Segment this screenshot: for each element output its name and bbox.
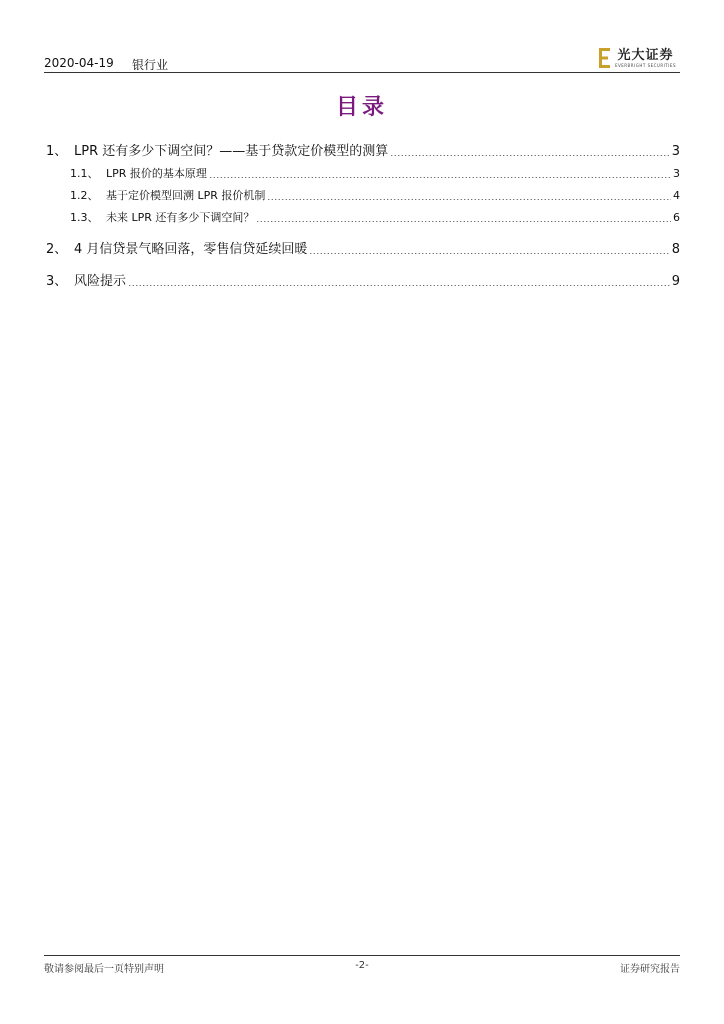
toc-entry-1-1[interactable] — [46, 165, 680, 181]
toc-label: 4 月信贷景气略回落，零售信贷延续回暖 — [74, 242, 308, 257]
logo-text-en: EVERBRIGHT SECURITIES — [614, 62, 676, 68]
toc-leader — [128, 285, 670, 286]
company-logo — [599, 46, 676, 70]
toc-number: 1.1、 — [70, 167, 99, 180]
page-header — [44, 44, 680, 72]
toc-page-number: 8 — [671, 242, 680, 257]
toc-number: 1、 — [46, 144, 68, 159]
toc-number: 3、 — [46, 274, 68, 289]
toc-page-number: 4 — [673, 189, 680, 202]
report-date: 2020-04-19 — [44, 56, 114, 70]
toc-leader — [256, 221, 671, 222]
page-number: -2- — [355, 960, 369, 971]
toc-page-number: 3 — [673, 167, 680, 180]
toc-entry-1[interactable] — [46, 140, 680, 159]
toc-leader — [267, 199, 671, 200]
toc-page-number: 9 — [671, 274, 680, 289]
industry-label: 银行业 — [132, 58, 169, 72]
toc-label: 未来 LPR 还有多少下调空间？ — [106, 211, 255, 224]
toc-page-number: 6 — [673, 211, 680, 224]
toc-entry-1-2[interactable] — [46, 187, 680, 203]
toc-entry-1-3[interactable] — [46, 209, 680, 225]
header-divider — [44, 72, 680, 73]
toc-label: 基于定价模型回溯 LPR 报价机制 — [106, 189, 266, 202]
everbright-logo-icon — [599, 48, 611, 68]
toc-page-number: 3 — [671, 144, 680, 159]
toc-entry-3[interactable] — [46, 270, 680, 289]
footer-divider — [44, 955, 680, 956]
page-title: 目录 — [335, 95, 388, 120]
report-type: 证券研究报告 — [620, 964, 680, 975]
disclaimer-note: 敬请参阅最后一页特别声明 — [44, 964, 164, 975]
toc-number: 1.2、 — [70, 189, 99, 202]
toc-label: LPR 还有多少下调空间？——基于贷款定价模型的测算 — [74, 144, 389, 159]
toc-label: LPR 报价的基本原理 — [106, 167, 207, 180]
toc-number: 2、 — [46, 242, 68, 257]
toc-leader — [209, 177, 671, 178]
toc-leader — [309, 253, 669, 254]
toc-label: 风险提示 — [74, 274, 127, 289]
toc-entry-2[interactable] — [46, 238, 680, 257]
toc-number: 1.3、 — [70, 211, 99, 224]
logo-text-cn: 光大证券 — [617, 47, 674, 63]
toc-leader — [390, 155, 669, 156]
